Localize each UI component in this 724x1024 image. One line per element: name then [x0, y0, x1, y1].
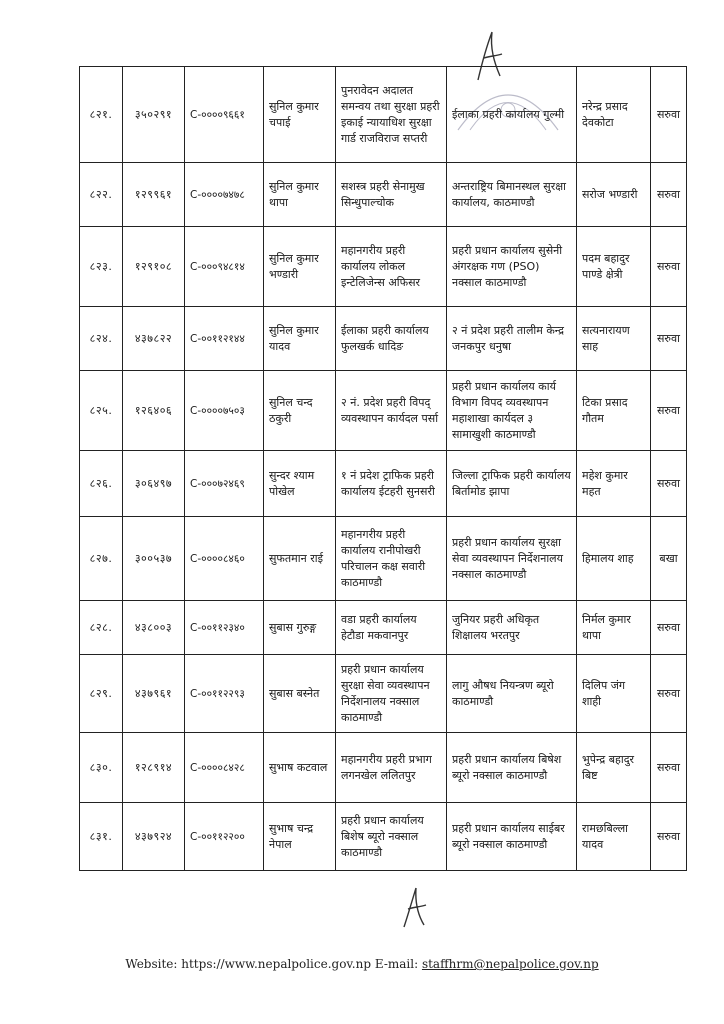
new-office: अन्तराष्ट्रिय बिमानस्थल सुरक्षा कार्यालय, काठमाण्डौ [447, 163, 577, 227]
personnel-code: C-००००८४६० [185, 517, 264, 601]
status-cell: सरुवा [651, 163, 687, 227]
personnel-name: सुबास गुरुङ्ग [264, 601, 336, 655]
status-cell: सरुवा [651, 601, 687, 655]
table-row [80, 163, 687, 227]
id-number: ३०६४९७ [123, 451, 185, 517]
officer-name: सरोज भण्डारी [577, 163, 651, 227]
current-office: ईलाका प्रहरी कार्यालय फुलखर्क धादिङ [336, 307, 447, 371]
id-number: ३५०२९१ [123, 67, 185, 163]
status-cell: सरुवा [651, 451, 687, 517]
new-office: लागु औषध नियन्त्रण ब्यूरो काठमाण्डौ [447, 655, 577, 733]
table-row [80, 517, 687, 601]
id-number: ४३७९२४ [123, 803, 185, 871]
id-number: ३००५३७ [123, 517, 185, 601]
serial-number: ८२६. [80, 451, 123, 517]
status-cell: सरुवा [651, 307, 687, 371]
current-office: २ नं. प्रदेश प्रहरी विपद् व्यवस्थापन कार्यदल पर्सा [336, 371, 447, 451]
personnel-code: C-००००९६६१ [185, 67, 264, 163]
officer-name: रामछबिल्ला यादव [577, 803, 651, 871]
personnel-code: C-००११२१४४ [185, 307, 264, 371]
officer-name: हिमालय शाह [577, 517, 651, 601]
current-office: वडा प्रहरी कार्यालय हेटौडा मकवानपुर [336, 601, 447, 655]
serial-number: ८२८. [80, 601, 123, 655]
status-cell: बखा [651, 517, 687, 601]
serial-number: ८२४. [80, 307, 123, 371]
officer-name: पदम बहादुर पाण्डे क्षेत्री [577, 227, 651, 307]
serial-number: ८२५. [80, 371, 123, 451]
personnel-name: सुनिल कुमार यादव [264, 307, 336, 371]
signature-mark-bottom [398, 885, 434, 930]
personnel-code: C-००११२२०० [185, 803, 264, 871]
personnel-name: सुनिल चन्द ठकुरी [264, 371, 336, 451]
table-row [80, 733, 687, 803]
serial-number: ८२३. [80, 227, 123, 307]
id-number: १२९९६१ [123, 163, 185, 227]
new-office: ईलाका प्रहरी कार्यालय गुल्मी [447, 67, 577, 163]
serial-number: ८२१. [80, 67, 123, 163]
personnel-code: C-००००८४२८ [185, 733, 264, 803]
current-office: प्रहरी प्रधान कार्यालय बिशेष ब्यूरो नक्साल काठमाण्डौ [336, 803, 447, 871]
status-cell: सरुवा [651, 67, 687, 163]
current-office: सशस्त्र प्रहरी सेनामुख सिन्धुपाल्चोक [336, 163, 447, 227]
officer-name: भुपेन्द्र बहादुर बिष्ट [577, 733, 651, 803]
personnel-name: सुफतमान राई [264, 517, 336, 601]
current-office: १ नं प्रदेश ट्राफिक प्रहरी कार्यालय ईटहरी सुनसरी [336, 451, 447, 517]
serial-number: ८२७. [80, 517, 123, 601]
id-number: ४३७९६१ [123, 655, 185, 733]
status-cell: सरुवा [651, 371, 687, 451]
table-row [80, 803, 687, 871]
status-cell: सरुवा [651, 803, 687, 871]
personnel-code: C-०००९४८१४ [185, 227, 264, 307]
officer-name: नरेन्द्र प्रसाद देवकोटा [577, 67, 651, 163]
personnel-name: सुबास बस्नेत [264, 655, 336, 733]
officer-name: दिलिप जंग शाही [577, 655, 651, 733]
current-office: महानगरीय प्रहरी कार्यालय रानीपोखरी परिचालन कक्ष सवारी काठमाण्डौ [336, 517, 447, 601]
table-row [80, 307, 687, 371]
new-office: २ नं प्रदेश प्रहरी तालीम केन्द्र जनकपुर धनुषा [447, 307, 577, 371]
new-office: प्रहरी प्रधान कार्यालय सुरक्षा सेवा व्यवस्थापन निर्देशनालय नक्साल काठमाण्डौ [447, 517, 577, 601]
status-cell: सरुवा [651, 655, 687, 733]
current-office: पुनरावेदन अदालत समन्वय तथा सुरक्षा प्रहरी इकाई न्यायाधिश सुरक्षा गार्ड राजविराज सप्तरी [336, 67, 447, 163]
personnel-code: C-००११२३४० [185, 601, 264, 655]
id-number: ४३७८२२ [123, 307, 185, 371]
personnel-code: C-००००७५०३ [185, 371, 264, 451]
serial-number: ८२२. [80, 163, 123, 227]
officer-name: टिका प्रसाद गौतम [577, 371, 651, 451]
current-office: महानगरीय प्रहरी प्रभाग लगनखेल ललितपुर [336, 733, 447, 803]
officer-name: निर्मल कुमार थापा [577, 601, 651, 655]
new-office: जुनियर प्रहरी अधिकृत शिक्षालय भरतपुर [447, 601, 577, 655]
personnel-code: C-०००७२४६९ [185, 451, 264, 517]
personnel-name: सुभाष चन्द्र नेपाल [264, 803, 336, 871]
current-office: महानगरीय प्रहरी कार्यालय लोकल इन्टेलिजेन्स अफिसर [336, 227, 447, 307]
personnel-name: सुभाष कटवाल [264, 733, 336, 803]
personnel-code: C-००००७४७८ [185, 163, 264, 227]
table-row [80, 655, 687, 733]
personnel-code: C-००११२२९३ [185, 655, 264, 733]
new-office: प्रहरी प्रधान कार्यालय सुसेनी अंगरक्षक गण (PSO) नक्साल काठमाण्डौ [447, 227, 577, 307]
table-row [80, 227, 687, 307]
new-office: जिल्ला ट्राफिक प्रहरी कार्यालय बिर्तामोड झापा [447, 451, 577, 517]
table-row [80, 371, 687, 451]
id-number: ४३८००३ [123, 601, 185, 655]
personnel-name: सुनिल कुमार भण्डारी [264, 227, 336, 307]
id-number: १२६४०६ [123, 371, 185, 451]
personnel-name: सुन्दर श्याम पोखेल [264, 451, 336, 517]
serial-number: ८३०. [80, 733, 123, 803]
table-row [80, 451, 687, 517]
website-label: Website: https://www.nepalpolice.gov.np E-mail: [125, 957, 422, 971]
serial-number: ८३१. [80, 803, 123, 871]
id-number: १२९१०८ [123, 227, 185, 307]
page-footer [0, 957, 724, 971]
table-row [80, 601, 687, 655]
id-number: १२८९१४ [123, 733, 185, 803]
officer-name: सत्यनारायण साह [577, 307, 651, 371]
personnel-transfer-table [79, 66, 687, 871]
serial-number: ८२९. [80, 655, 123, 733]
new-office: प्रहरी प्रधान कार्यालय कार्य विभाग विपद व्यवस्थापन महाशाखा कार्यदल ३ सामाखुशी काठमाण्डौ [447, 371, 577, 451]
officer-name: महेश कुमार महत [577, 451, 651, 517]
status-cell: सरुवा [651, 227, 687, 307]
personnel-name: सुनिल कुमार थापा [264, 163, 336, 227]
status-cell: सरुवा [651, 733, 687, 803]
personnel-name: सुनिल कुमार चपाई [264, 67, 336, 163]
current-office: प्रहरी प्रधान कार्यालय सुरक्षा सेवा व्यवस्थापन निर्देशनालय नक्साल काठमाण्डौ [336, 655, 447, 733]
new-office: प्रहरी प्रधान कार्यालय साईबर ब्यूरो नक्साल काठमाण्डौ [447, 803, 577, 871]
email-link[interactable]: staffhrm@nepalpolice.gov.np [421, 957, 599, 971]
table-row [80, 67, 687, 163]
new-office: प्रहरी प्रधान कार्यालय बिषेश ब्यूरो नक्साल काठमाण्डौ [447, 733, 577, 803]
